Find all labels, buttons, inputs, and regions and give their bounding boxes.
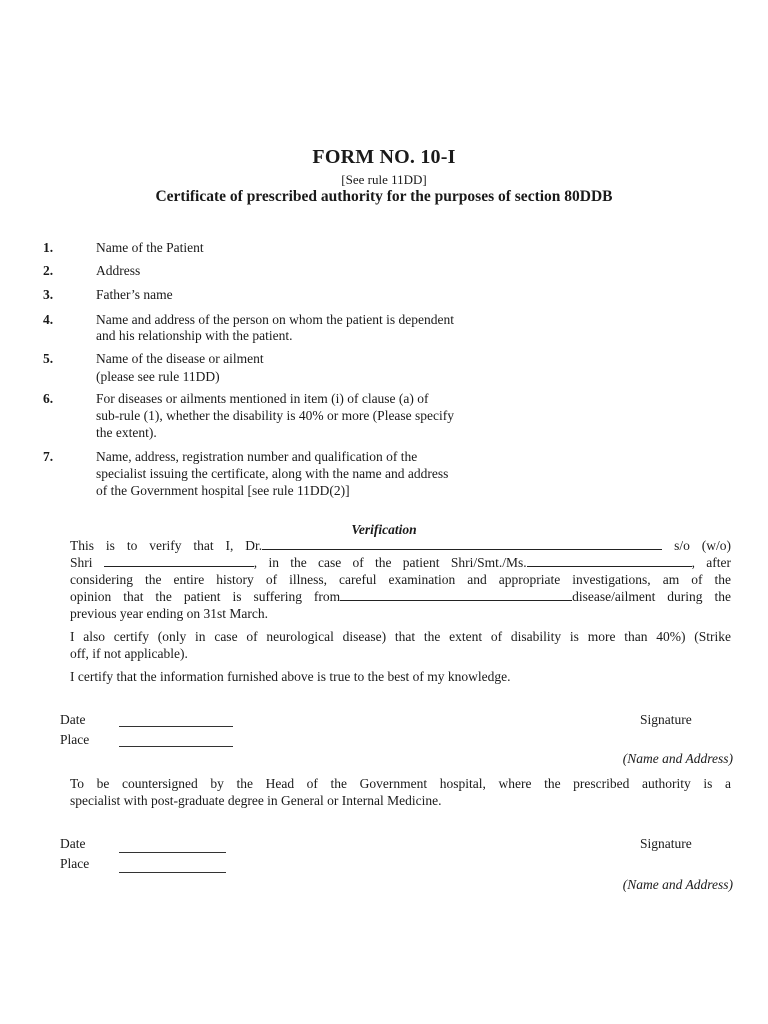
verification-line-1: [70, 537, 731, 554]
verification-text: Shri: [70, 555, 93, 570]
verification-line-3: considering the entire history of illness, careful examination and appropriate investigations, am of the: [70, 572, 731, 587]
signature-label: Signature: [640, 712, 692, 727]
date-label: Date: [60, 836, 86, 851]
item-text: Name, address, registration number and qualification of the: [96, 449, 418, 464]
item-text: Father’s name: [96, 287, 173, 302]
item-number: 7.: [43, 449, 54, 464]
item-number: 4.: [43, 312, 54, 327]
item-number: 3.: [43, 287, 54, 302]
item-text: Name of the disease or ailment: [96, 351, 264, 366]
patient-name-blank[interactable]: [527, 554, 692, 567]
disease-blank[interactable]: [340, 588, 572, 601]
item-text: Address: [96, 263, 141, 278]
neurological-certify-line-1: I also certify (only in case of neurological disease) that the extent of disability is more than 40%) (Strike: [70, 629, 731, 644]
countersign-line-1: To be countersigned by the Head of the Government hospital, where the prescribed authority is a: [70, 776, 731, 791]
countersign-line-2: specialist with post-graduate degree in General or Internal Medicine.: [70, 793, 442, 808]
verification-text: s/o (w/o): [674, 538, 732, 553]
item-text: the extent).: [96, 425, 157, 440]
item-text: Name of the Patient: [96, 240, 204, 255]
item-number: 6.: [43, 391, 54, 406]
certify-statement: I certify that the information furnished above is true to the best of my knowledge.: [70, 669, 511, 684]
doctor-name-blank[interactable]: [262, 537, 662, 550]
date-label: Date: [60, 712, 86, 727]
verification-text: , in the case of the patient Shri/Smt./Ms.: [253, 555, 527, 570]
place-blank[interactable]: [119, 871, 226, 873]
verification-heading: Verification: [351, 522, 417, 537]
item-text: sub-rule (1), whether the disability is 40% or more (Please specify: [96, 408, 455, 423]
verification-line-4: [70, 588, 731, 605]
item-text: Name and address of the person on whom the patient is dependent: [96, 312, 455, 327]
item-number: 5.: [43, 351, 54, 366]
item-number: 1.: [43, 240, 54, 255]
place-label: Place: [60, 856, 90, 871]
neurological-certify-line-2: off, if not applicable).: [70, 646, 188, 661]
place-blank[interactable]: [119, 745, 233, 747]
verification-text: opinion that the patient is suffering from: [70, 589, 341, 604]
parent-name-blank[interactable]: [104, 554, 254, 567]
verification-text: , after: [691, 555, 731, 570]
date-blank[interactable]: [119, 725, 233, 727]
form-title: FORM NO. 10-I: [312, 146, 456, 168]
name-and-address-label: (Name and Address): [622, 751, 733, 766]
item-text: (please see rule 11DD): [96, 369, 220, 384]
name-and-address-label: (Name and Address): [622, 877, 733, 892]
item-number: 2.: [43, 263, 54, 278]
item-text: of the Government hospital [see rule 11DD(2)]: [96, 483, 350, 498]
verification-text: disease/ailment during the: [572, 589, 731, 604]
item-text: For diseases or ailments mentioned in item (i) of clause (a) of: [96, 391, 429, 406]
form-subtitle: Certificate of prescribed authority for the purposes of section 80DDB: [155, 188, 613, 205]
verification-line-2: [70, 554, 731, 571]
verification-text: This is to verify that I, Dr.: [70, 538, 263, 553]
rule-reference: [See rule 11DD]: [341, 172, 427, 187]
signature-label: Signature: [640, 836, 692, 851]
item-text: specialist issuing the certificate, along with the name and address: [96, 466, 449, 481]
place-label: Place: [60, 732, 90, 747]
item-text: and his relationship with the patient.: [96, 328, 293, 343]
verification-line-5: previous year ending on 31st March.: [70, 606, 268, 621]
date-blank[interactable]: [119, 851, 226, 853]
